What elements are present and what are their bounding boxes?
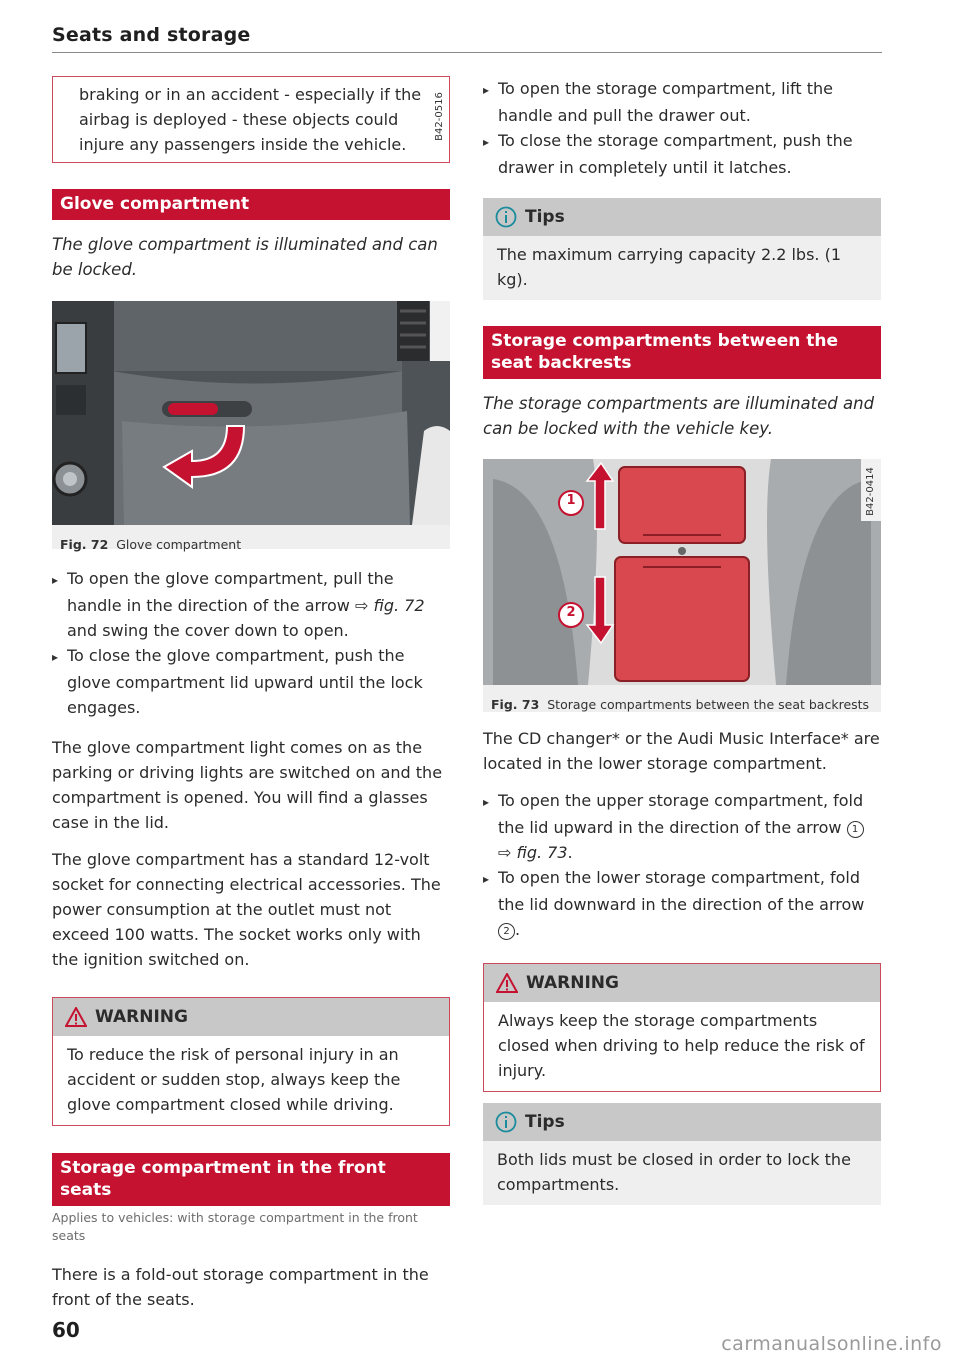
- tips-1-header: [483, 198, 881, 236]
- backrest-warning-title: WARNING: [526, 973, 619, 993]
- tips-2-title: Tips: [525, 1112, 565, 1132]
- figure-73-callout-2: 2: [566, 605, 576, 620]
- warning-continued-text: braking or in an accident - especially if the airbag is deployed - these objects could injure any passengers inside the vehicle.: [79, 85, 422, 154]
- info-icon: [495, 206, 517, 228]
- glove-warning-title: WARNING: [95, 1007, 188, 1027]
- figure-72-label: Fig. 72: [60, 537, 109, 552]
- heading-front-seat-storage: Storage compartment in the front seats: [52, 1153, 450, 1206]
- tips-box-2: [483, 1103, 881, 1205]
- warning-triangle-icon: [65, 1007, 87, 1027]
- warning-continued-box: [52, 76, 450, 163]
- glove-bullet-close: ▸ To close the glove compartment, push the glove compartment lid upward until the lock engages.: [52, 643, 450, 720]
- left-column: [52, 76, 450, 1312]
- glove-light-paragraph: The glove compartment light comes on as the parking or driving lights are switched on and the compartment is opened. You will find a glasses case in the lid.: [52, 738, 443, 832]
- heading-backrest-storage: Storage compartments between the seat backrests: [483, 326, 881, 379]
- backrest-warning-box: [483, 963, 881, 1092]
- backrest-warning-header: [484, 964, 880, 1002]
- callout-1-icon: 1: [847, 821, 864, 838]
- figure-72-caption: [52, 529, 450, 552]
- right-column: [483, 76, 881, 1205]
- figure-72-code: B42-0516: [433, 91, 445, 141]
- figure-73-caption-text: Storage compartments between the seat backrests: [547, 697, 870, 712]
- figure-73-code: B42-0414: [864, 466, 876, 516]
- lower-compartment-bullet: ▸ To open the lower storage compartment, fold the lid downward in the direction of the arrow 2 .: [483, 865, 881, 942]
- glove-instructions: [52, 566, 450, 720]
- figure-73-label: Fig. 73: [491, 697, 540, 712]
- glove-lead: The glove compartment is illuminated and can be locked.: [52, 235, 438, 279]
- tips-2-text: Both lids must be closed in order to lock the compartments.: [497, 1150, 851, 1194]
- front-bullet-open: ▸ To open the storage compartment, lift the handle and pull the drawer out.: [483, 76, 881, 128]
- glove-warning-header: [53, 998, 449, 1036]
- tips-1-title: Tips: [525, 207, 565, 227]
- tips-1-text: The maximum carrying capacity 2.2 lbs. (1 kg).: [497, 245, 842, 289]
- glove-warning-text: To reduce the risk of personal injury in an accident or sudden stop, always keep the glove compartment closed while driving.: [67, 1045, 401, 1114]
- front-bullet-close: ▸ To close the storage compartment, push the drawer in completely until it latches.: [483, 128, 881, 180]
- backrest-storage-illustration: [483, 459, 881, 685]
- page-number: 60: [52, 1318, 80, 1342]
- glove-compartment-illustration: [52, 301, 450, 525]
- header-rule: [52, 52, 882, 53]
- front-storage-paragraph: There is a fold-out storage compartment in the front of the seats.: [52, 1265, 429, 1309]
- warning-triangle-icon: [496, 973, 518, 993]
- section-title: Seats and storage: [52, 24, 251, 46]
- glove-socket-paragraph: The glove compartment has a standard 12-volt socket for connecting electrical accessories. The power consumption at the outlet must not exceed 100 watts. The socket works only with the ignition switched on.: [52, 850, 441, 969]
- figure-72-caption-text: Glove compartment: [116, 537, 242, 552]
- backrest-warning-text: Always keep the storage compartments closed when driving to help reduce the risk of injury.: [498, 1011, 865, 1080]
- figure-73-caption: [483, 689, 881, 712]
- callout-2-icon: 2: [498, 923, 515, 940]
- cd-changer-paragraph: The CD changer* or the Audi Music Interface* are located in the lower storage compartment.: [483, 729, 880, 773]
- tips-2-header: [483, 1103, 881, 1141]
- heading-glove-compartment: Glove compartment: [52, 189, 450, 220]
- info-icon: [495, 1111, 517, 1133]
- tips-box-1: [483, 198, 881, 300]
- glove-bullet-open: ▸ To open the glove compartment, pull the handle in the direction of the arrow ⇨ fig. 72 and swing the cover down to open.: [52, 566, 450, 643]
- glove-warning-box: [52, 997, 450, 1126]
- fig-72-reference[interactable]: ⇨ fig. 72: [354, 596, 425, 615]
- fig-73-reference[interactable]: ⇨ fig. 73: [498, 843, 568, 862]
- figure-73: [483, 459, 881, 712]
- front-applies-note: Applies to vehicles: with storage compartment in the front seats: [52, 1210, 418, 1243]
- backrest-lead: The storage compartments are illuminated and can be locked with the vehicle key.: [483, 394, 875, 438]
- upper-compartment-bullet: ▸ To open the upper storage compartment, fold the lid upward in the direction of the arrow 1 ⇨ fig. 73.: [483, 788, 881, 865]
- figure-73-callout-1: 1: [566, 493, 576, 508]
- backrest-instructions: [483, 788, 881, 942]
- watermark: carmanualsonline.info: [721, 1333, 942, 1355]
